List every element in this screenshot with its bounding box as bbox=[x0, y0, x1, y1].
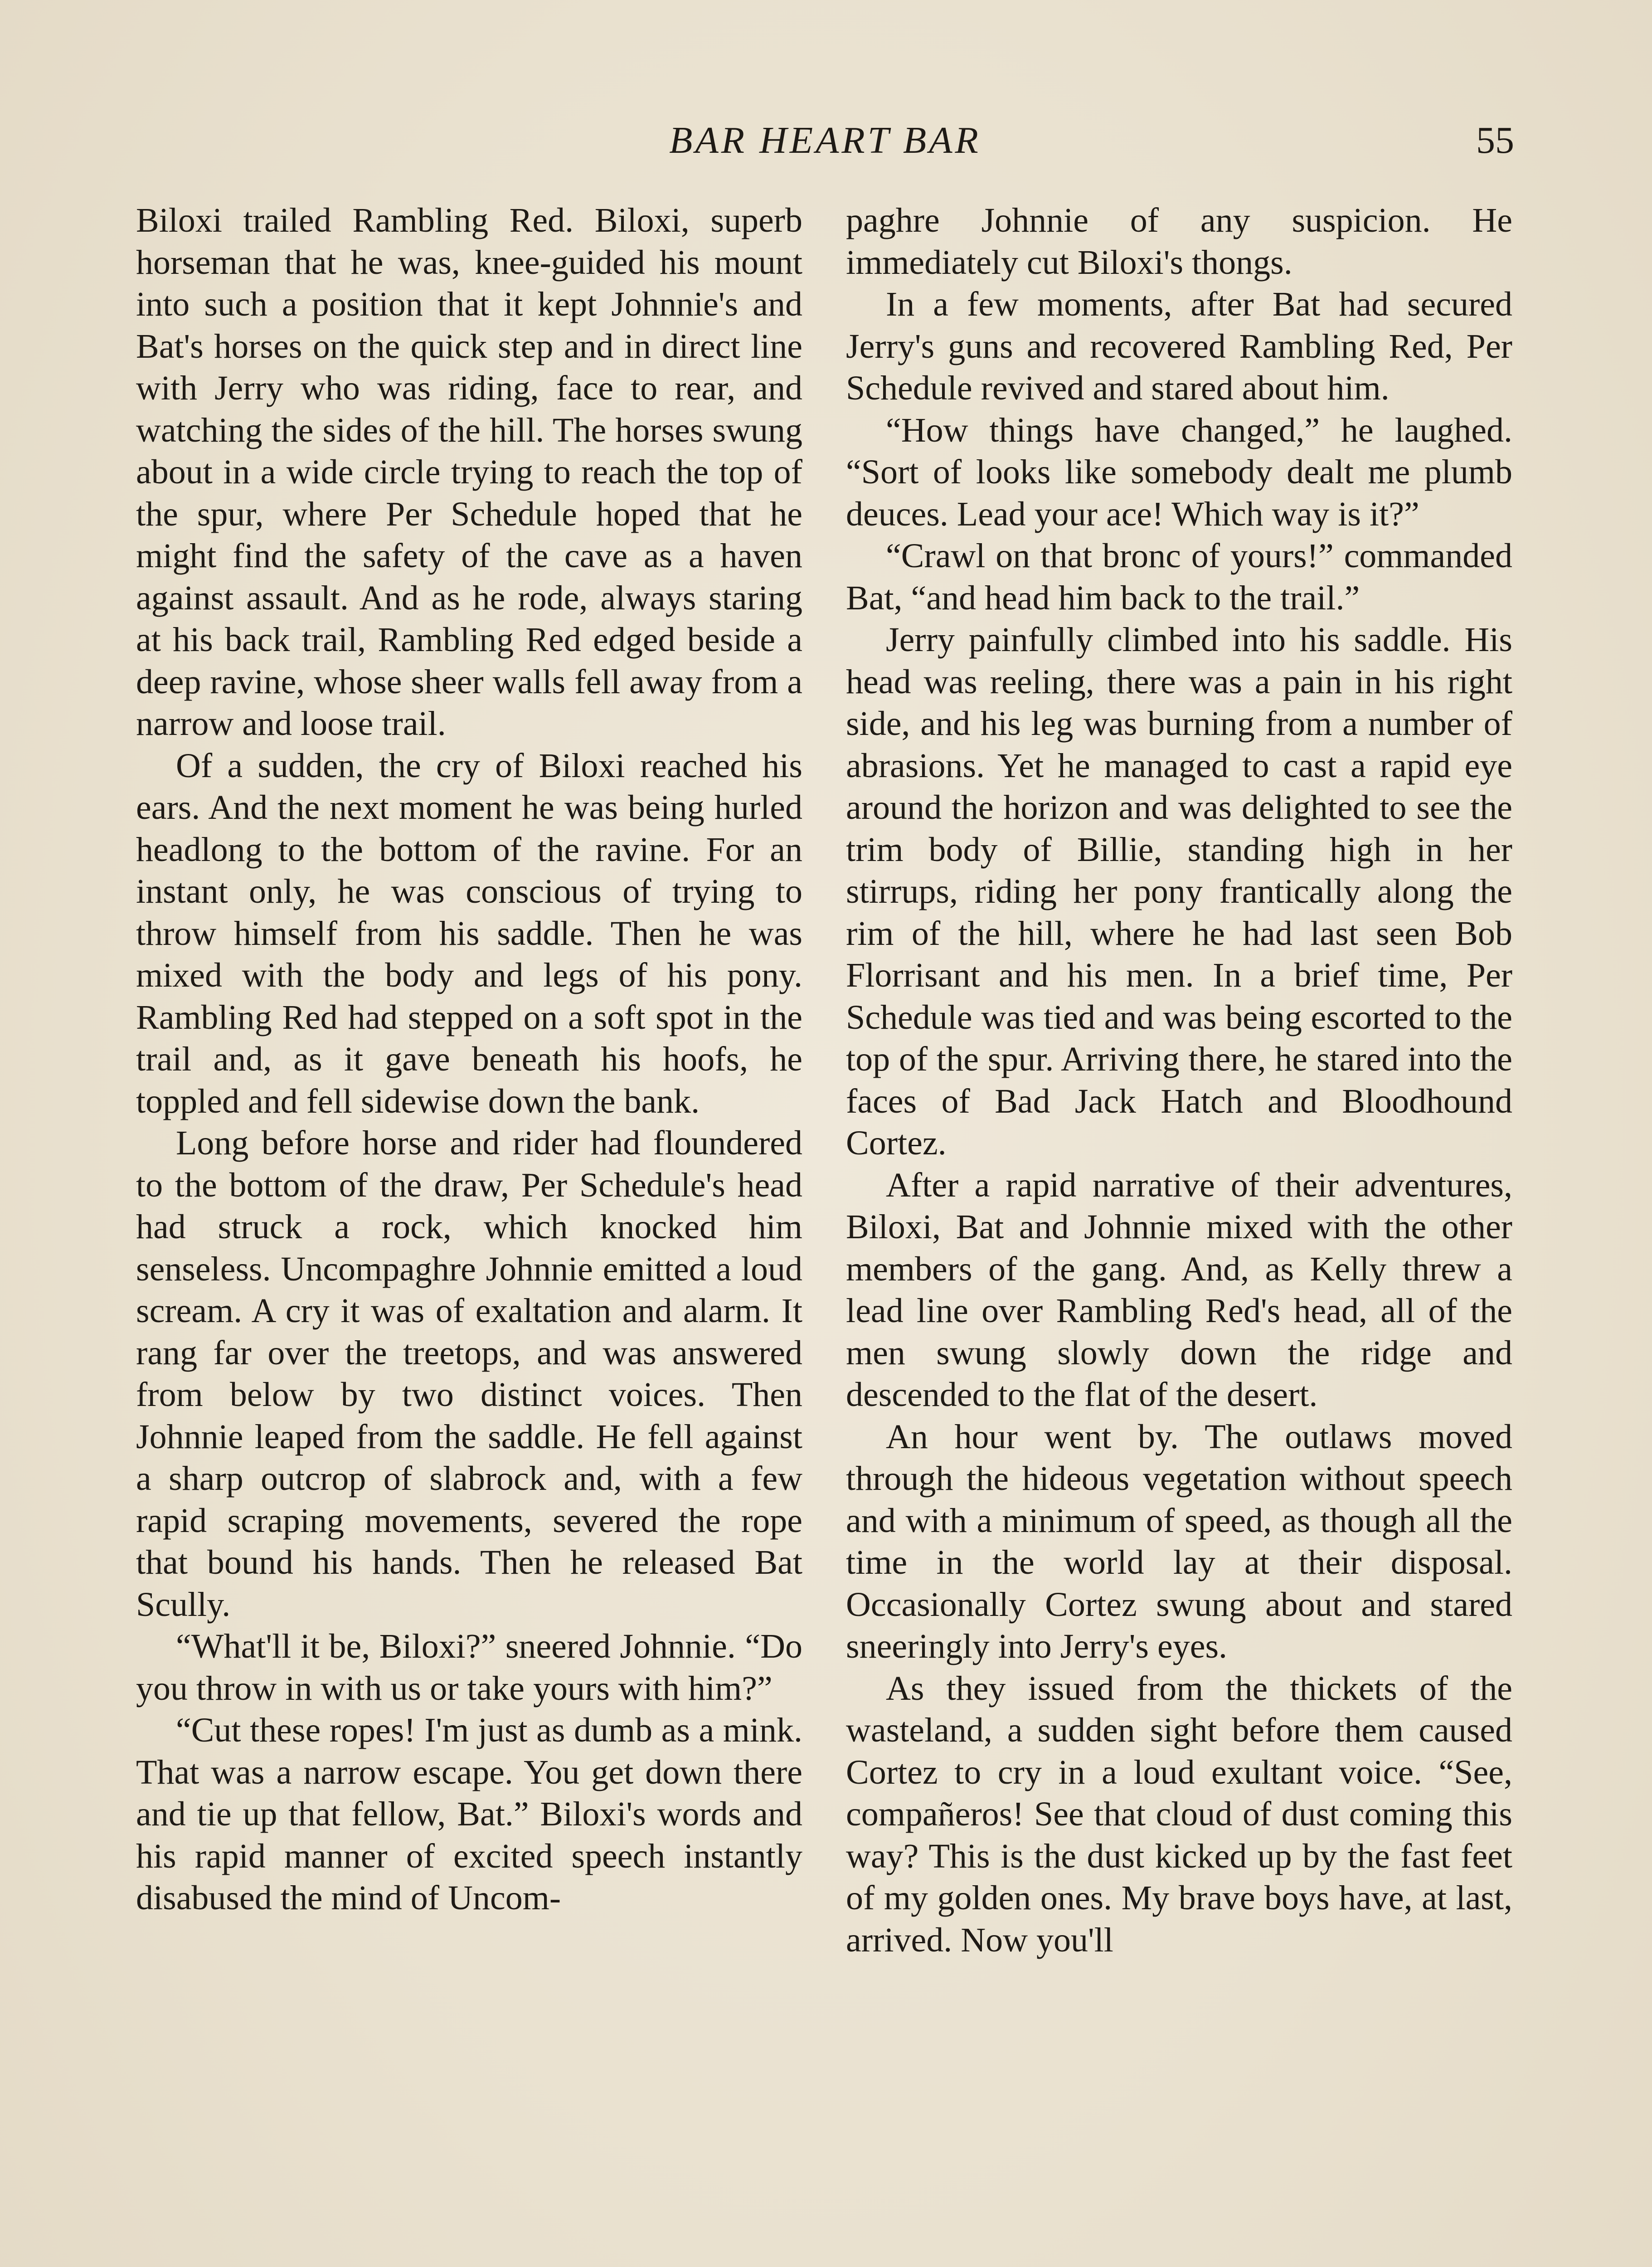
paragraph: Long before horse and rider had floundered to the bottom of the draw, Per Schedule's head had struck a rock, which knocked him senseless. Uncompaghre Johnnie emitted a loud scream. A cry it was of exaltation and alarm. It rang far over the treetops, and was answered from below by two distinct voices. Then Johnnie leaped from the saddle. He fell against a sharp outcrop of slabrock and, with a few rapid scraping movements, severed the rope that bound his hands. Then he released Bat Scully. bbox=[136, 1124, 802, 1624]
paragraph: An hour went by. The outlaws moved through the hideous vegetation without speech and with a minimum of speed, as though all the time in the world lay at their disposal. Occasionally Cortez swung about and stared sneeringly into Jerry's eyes. bbox=[846, 1417, 1512, 1665]
paragraph: paghre Johnnie of any suspicion. He immediately cut Biloxi's thongs. bbox=[846, 201, 1512, 282]
paragraph: “Crawl on that bronc of yours!” commanded Bat, “and head him back to the trail.” bbox=[846, 537, 1512, 617]
paragraph: “Cut these ropes! I'm just as dumb as a mink. That was a narrow escape. You get down there and tie up that fellow, Bat.” Biloxi's words and his rapid manner of excited speech instantly disabused the mind of Uncom- bbox=[136, 1711, 802, 1917]
page-header bbox=[136, 116, 1514, 165]
paragraph: Of a sudden, the cry of Biloxi reached his ears. And the next moment he was being hurled headlong to the bottom of the ravine. For an instant only, he was conscious of trying to throw himself from his saddle. Then he was mixed with the body and legs of his pony. Rambling Red had stepped on a soft spot in the trail and, as it gave beneath his hoofs, he toppled and fell sidewise down the bank. bbox=[136, 746, 802, 1120]
paragraph: In a few moments, after Bat had secured Jerry's guns and recovered Rambling Red, Per Schedule revived and stared about him. bbox=[846, 285, 1512, 407]
left-text-column bbox=[136, 199, 802, 1919]
right-text-column bbox=[846, 199, 1512, 1961]
paragraph: After a rapid narrative of their adventures, Biloxi, Bat and Johnnie mixed with the other members of the gang. And, as Kelly threw a lead line over Rambling Red's head, all of the men swung slowly down the ridge and descended to the flat of the desert. bbox=[846, 1166, 1512, 1414]
page-number: 55 bbox=[1476, 119, 1514, 161]
paragraph: “How things have changed,” he laughed. “Sort of looks like somebody dealt me plumb deuces. Lead your ace! Which way is it?” bbox=[846, 411, 1512, 533]
paragraph: Jerry painfully climbed into his saddle. His head was reeling, there was a pain in his right side, and his leg was burning from a number of abrasions. Yet he managed to cast a rapid eye around the horizon and was delighted to see the trim body of Billie, standing high in her stirrups, riding her pony frantically along the rim of the hill, where he had last seen Bob Florrisant and his men. In a brief time, Per Schedule was tied and was being escorted to the top of the spur. Arriving there, he stared into the faces of Bad Jack Hatch and Bloodhound Cortez. bbox=[846, 621, 1512, 1162]
running-title: BAR HEART BAR bbox=[669, 119, 981, 161]
paragraph: “What'll it be, Biloxi?” sneered Johnnie. “Do you throw in with us or take yours with him?” bbox=[136, 1627, 802, 1708]
paragraph: Biloxi trailed Rambling Red. Biloxi, superb horseman that he was, knee-guided his mount into such a position that it kept Johnnie's and Bat's horses on the quick step and in direct line with Jerry who was riding, face to rear, and watching the sides of the hill. The horses swung about in a wide circle trying to reach the top of the spur, where Per Schedule hoped that he might find the safety of the cave as a haven against assault. And as he rode, always staring at his back trail, Rambling Red edged beside a deep ravine, whose sheer walls fell away from a narrow and loose trail. bbox=[136, 201, 802, 743]
paragraph: As they issued from the thickets of the wasteland, a sudden sight before them caused Cortez to cry in a loud exultant voice. “See, compañeros! See that cloud of dust coming this way? This is the dust kicked up by the fast feet of my golden ones. My brave boys have, at last, arrived. Now you'll bbox=[846, 1669, 1512, 1959]
